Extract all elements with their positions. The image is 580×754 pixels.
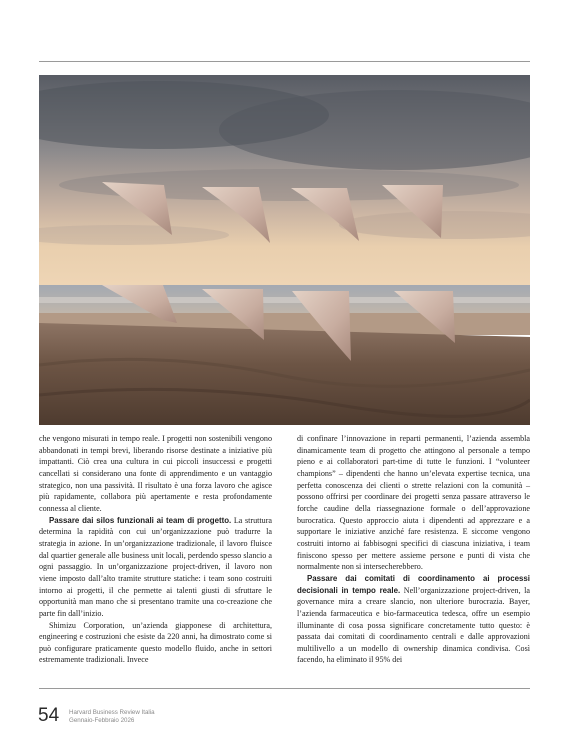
- paragraph-body: La struttura determina la rapidità con cui un’organizzazione può tradurre la strategia in azione. In un’organizzazione tradizionale, il lavoro fluisce dal quartier generale alle business unit locali, perdendo spesso slancio a ogni passaggio. In un’organizzazione project-driven, il lavoro non viene imposto dall’alto tramite strutture statiche: i team sono costruiti intorno ai progetti, il che permette ai talenti giusti di sfruttare le opportunità man mano che si presentano tramite una co-creazione che parte fin dall’inizio.: [39, 515, 272, 618]
- paragraph: [297, 573, 530, 666]
- section-heading: Passare dai silos funzionali ai team di progetto.: [49, 515, 232, 525]
- section-heading: Passare dai comitati di coordinamento ai processi decisionali in tempo reale.: [297, 573, 530, 595]
- paragraph: [39, 515, 272, 620]
- beach-photo-illustration: [39, 75, 530, 425]
- paragraph: di confinare l’innovazione in reparti permanenti, l’azienda assembla dinamicamente team di progetto che attingono al personale a tempo pieno e ai collaboratori part-time di tutte le funzioni. I “volunteer champions” – dipendenti che hanno un’elevata expertise tecnica, una perfetta conoscenza dei clienti o strette relazioni con la comunità – possono offrirsi per coordinare dei progetti senza passare attraverso le forche caudine della riassegnazione formale o dell’approvazione burocratica. Questo approccio aiuta i dipendenti ad apprezzare e a supportare le iniziative anziché fare resistenza. E siccome vengono costruiti intorno ai fabbisogni specifici di ciascuna iniziativa, i team finiscono spesso per mettere assieme persone e punti di vista che normalmente non si intersecherebbero.: [297, 434, 530, 572]
- bottom-rule: [39, 688, 530, 689]
- publication-name: Harvard Business Review Italia: [69, 709, 155, 716]
- publication-info: [69, 709, 155, 725]
- text-column-left: [39, 433, 272, 666]
- top-rule: [39, 61, 530, 62]
- paragraph: che vengono misurati in tempo reale. I progetti non sostenibili vengono abbandonati in tempi brevi, liberando risorse destinate a iniziative più impattanti. Ciò crea una cultura in cui piccoli insuccessi e progetti cancellati si considerano una fonte di apprendimento e un vantaggio strategico, non una passività. Il risultato è una forza lavoro che agisce più rapidamente, collabora più apertamente e resta profondamente connessa al cliente.: [39, 434, 272, 513]
- feature-photo: [39, 75, 530, 425]
- paragraph: Shimizu Corporation, un’azienda giapponese di architettura, engineering e costruzioni che esiste da 220 anni, ha dimostrato come si può configurare praticamente questo modello fluido, anche in settori estremamente tradizionali. Invece: [39, 620, 272, 665]
- paragraph-body: Nell’organizzazione project-driven, la governance mira a creare slancio, non ulteriore burocrazia. Bayer, l’azienda farmaceutica e bio-farmaceutica tedesca, offre un esempio illuminante di cosa possa significare concretamente tutto questo: è passata dai comitati di coordinamento centrali e dalle approvazioni multilivello a un modello di ownership dinamica condivisa. Così facendo, ha eliminato il 95% dei: [297, 585, 530, 665]
- page-number: 54: [38, 705, 60, 726]
- text-column-right: [297, 433, 530, 666]
- issue-date: Gennaio-Febbraio 2026: [69, 717, 135, 724]
